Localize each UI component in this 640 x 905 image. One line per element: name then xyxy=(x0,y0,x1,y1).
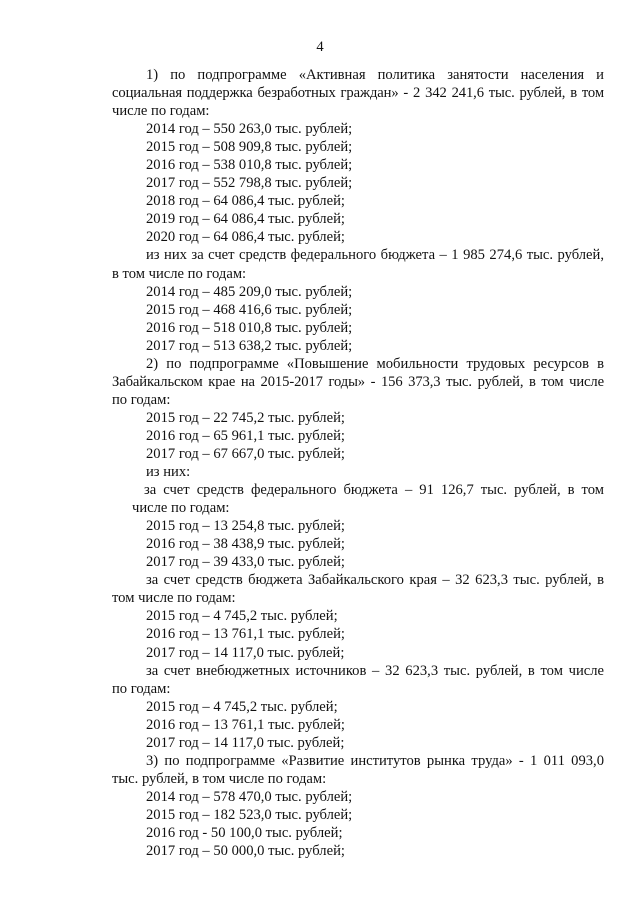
text-line: за счет средств федерального бюджета – 91 126,7 тыс. рублей, в том xyxy=(144,482,604,499)
text-line: 3) по подпрограмме «Развитие институтов рынка труда» - 1 011 093,0 xyxy=(146,752,604,769)
text-line: 2015 год – 182 523,0 тыс. рублей; xyxy=(146,806,353,823)
text-line: 2016 год – 65 961,1 тыс. рублей; xyxy=(146,427,345,444)
text-line: 2016 год – 13 761,1 тыс. рублей; xyxy=(146,626,345,643)
text-line: из них за счет средств федерального бюджета – 1 985 274,6 тыс. рублей, xyxy=(146,247,604,264)
text-line: 2017 год – 513 638,2 тыс. рублей; xyxy=(146,337,353,354)
text-line: 2016 год – 538 010,8 тыс. рублей; xyxy=(146,157,353,174)
text-line: 2020 год – 64 086,4 тыс. рублей; xyxy=(146,229,345,246)
text-line: 2017 год – 39 433,0 тыс. рублей; xyxy=(146,554,345,571)
text-line: 2014 год – 550 263,0 тыс. рублей; xyxy=(146,121,353,138)
text-line: социальная поддержка безработных граждан» - 2 342 241,6 тыс. рублей, в том xyxy=(112,85,604,102)
text-line: в том числе по годам: xyxy=(112,265,247,282)
text-line: 2016 год – 38 438,9 тыс. рублей; xyxy=(146,536,345,553)
text-line: 2015 год – 22 745,2 тыс. рублей; xyxy=(146,409,345,426)
text-line: 2015 год – 13 254,8 тыс. рублей; xyxy=(146,518,345,535)
text-line: за счет внебюджетных источников – 32 623,3 тыс. рублей, в том числе xyxy=(146,662,604,679)
text-line: 2015 год – 508 909,8 тыс. рублей; xyxy=(146,139,353,156)
text-line: 2019 год – 64 086,4 тыс. рублей; xyxy=(146,211,345,228)
text-line: 2015 год – 4 745,2 тыс. рублей; xyxy=(146,608,338,625)
text-line: 2017 год – 67 667,0 тыс. рублей; xyxy=(146,445,345,462)
text-line: 2017 год – 14 117,0 тыс. рублей; xyxy=(146,734,345,751)
text-line: 2015 год – 468 416,6 тыс. рублей; xyxy=(146,301,353,318)
text-line: 2017 год – 552 798,8 тыс. рублей; xyxy=(146,175,353,192)
text-line: 2014 год – 485 209,0 тыс. рублей; xyxy=(146,283,353,300)
text-line: Забайкальском крае на 2015-2017 годы» - 156 373,3 тыс. рублей, в том числе xyxy=(112,373,604,390)
text-line: 2014 год – 578 470,0 тыс. рублей; xyxy=(146,788,353,805)
text-line: по годам: xyxy=(112,391,171,408)
text-line: том числе по годам: xyxy=(112,590,236,607)
text-line: тыс. рублей, в том числе по годам: xyxy=(112,770,327,787)
text-line: 2) по подпрограмме «Повышение мобильности трудовых ресурсов в xyxy=(146,355,604,372)
text-line: числе по годам: xyxy=(112,103,210,120)
text-line: по годам: xyxy=(112,680,171,697)
text-line: 2017 год – 14 117,0 тыс. рублей; xyxy=(146,644,345,661)
text-line: числе по годам: xyxy=(132,500,230,517)
text-line: 2016 год – 13 761,1 тыс. рублей; xyxy=(146,716,345,733)
text-line: 2015 год – 4 745,2 тыс. рублей; xyxy=(146,698,338,715)
text-line: 1) по подпрограмме «Активная политика занятости населения и xyxy=(146,67,604,83)
text-line: 2016 год – 518 010,8 тыс. рублей; xyxy=(146,319,353,336)
document-body xyxy=(112,66,604,860)
text-line: 2017 год – 50 000,0 тыс. рублей; xyxy=(146,843,345,860)
text-line: за счет средств бюджета Забайкальского края – 32 623,3 тыс. рублей, в xyxy=(146,572,604,589)
text-line: 2016 год - 50 100,0 тыс. рублей; xyxy=(146,824,343,841)
text-line: 2018 год – 64 086,4 тыс. рублей; xyxy=(146,193,345,210)
page-number: 4 xyxy=(316,39,324,55)
text-line: из них: xyxy=(146,464,191,481)
